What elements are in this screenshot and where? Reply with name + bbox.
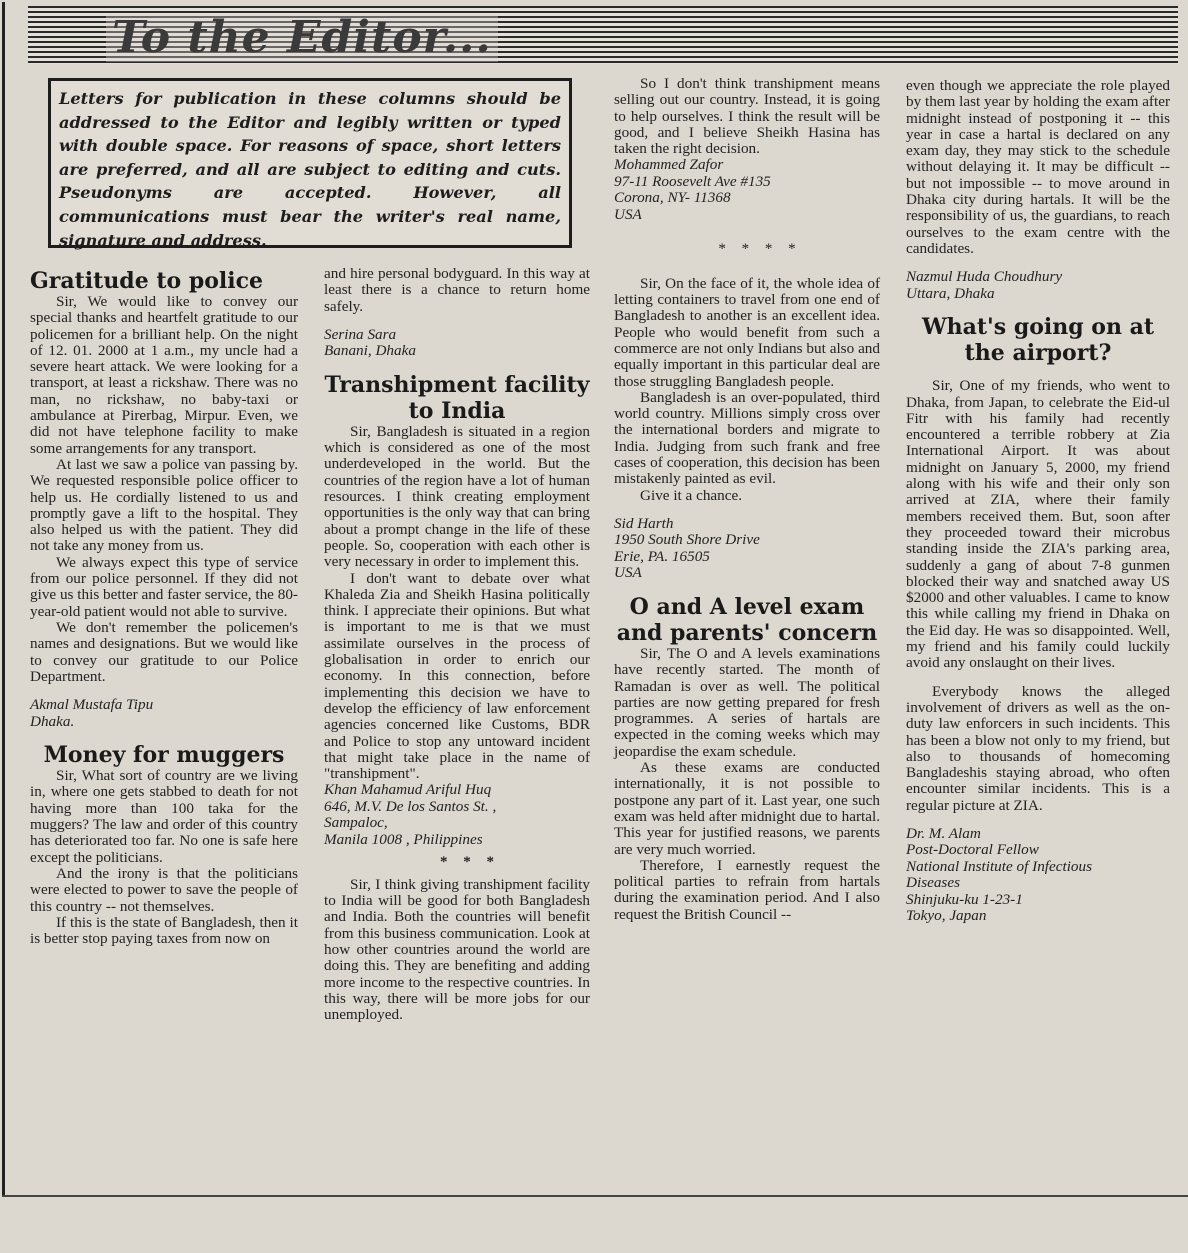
paragraph: Sir, What sort of country are we living in, where one gets stabbed to death for not having more than 100 taka for the muggers? The law and order of this country has deteriorated too far. No one is safe here except the politicians. [30,767,298,866]
signature-line: Akmal Mustafa Tipu [30,696,154,714]
paragraph: Sir, I think giving transhipment facility to India will be good for both Bangladesh and India. Both the countries will benefit from this business communication. Look at how other countries around the world are doing this. They are benefiting and adding more income to the respective countries. In this way, there will be more jobs for our unemployed. [324,875,590,1024]
signature-line: Sampaloc, [324,814,388,832]
paragraph: Sir, We would like to convey our special thanks and heartfelt gratitude to our policemen for a brilliant help. On the night of 12. 01. 2000 at 1 a.m., my uncle had a severe heart attack. We were looking for a transport, at least a rickshaw. There was no man, no rickshaw, no baby-taxi or ambulance at Pirerbag, Mirpur. Even, we did not have telephone facility to make some arrangements for any transport. [30,293,298,457]
signature-line: Dhaka. [30,712,75,730]
headline-muggers: Money for muggers [43,742,285,769]
headline-transhipment: Transhipment facility to India [324,371,590,424]
signature-line: Post-Doctoral Fellow [906,841,1039,859]
paragraph: We don't remember the policemen's names and designations. But we would like to convey our gratitude to our Police Department. [30,618,298,685]
signature-line: Nazmul Huda Choudhury [906,268,1063,286]
paragraph: Therefore, I earnestly request the political parties to refrain from hartals during the examination period. And I also request the British Council -- [614,856,880,923]
signature-line: USA [614,205,642,223]
signature-line: Serina Sara [324,325,397,343]
paragraph: Bangladesh is an over-populated, third world country. Millions simply cross over the international borders and migrate to India. Judging from such frank and free cases of cooperation, this decision has been mistakenly painted as evil. [614,388,880,488]
paragraph: Everybody knows the alleged involvement of drivers as well as the on-duty law enforcers in such incidents. This has been a blow not only to my friend, but also to thousands of homecoming Bangladeshis staying abroad, who often encounter similar incidents. This is a regular picture at ZIA. [906,682,1170,814]
paragraph: I don't want to debate over what Khaleda Zia and Sheikh Hasina politically think. I appreciate their opinions. But what is important to me is that we must assimilate ourselves in the process of globalisation in order to enrich our economy. In this connection, before implementing this decision we have to develop the efficiency of law enforcement agencies concerned like Customs, BDR and Police to stop any untoward incident that might take place in the name of "transhipment". [324,569,590,783]
signature-exam [906,269,1170,302]
separator-stars: * * * [440,854,500,871]
paragraph: Sir, The O and A levels examinations have recently started. The month of Ramadan is over as well. The political parties are now getting prepared for fresh programmes. A series of hartals are expected in the coming weeks which may jeopardise the exam schedule. [614,644,880,760]
signature-line: Shinjuku-ku 1-23-1 [906,890,1023,908]
signature-line: USA [614,564,642,582]
column-2 [324,266,590,1023]
headline-exam: O and A level exam and parents' concern [616,593,878,646]
signature-line: Uttara, Dhaka [906,284,995,302]
signature-transhipment [324,782,590,848]
headline-airport: What's going on at the airport? [921,314,1155,367]
paragraph: As these exams are conducted internationally, it is not possible to postpone any part of it. Last year, one such exam was held after midnight due to hartal. This year for justified reasons, we parents are very much worried. [614,759,880,858]
paragraph: Give it a chance. [640,486,743,504]
signature-line: Khan Mahamud Ariful Huq [324,781,492,799]
signature-line: Mohammed Zafor [614,156,724,174]
signature-line: Tokyo, Japan [906,907,987,925]
signature-line: National Institute of Infectious [906,857,1093,875]
signature-line: 646, M.V. De los Santos St. , [324,797,497,815]
separator-stars: * * * * [718,241,802,258]
signature-gratitude [30,697,298,730]
paragraph: And the irony is that the politicians were elected to power to save the people of this country -- not themselves. [30,864,298,915]
paragraph: even though we appreciate the role played by them last year by holding the exam after midnight instead of postponing it -- this year in case a hartal is declared on any exam day, they may stick to the schedule without delaying it. It may be difficult -- but not impossible -- to move around in Dhaka city during hartals. It will be the responsibility of us, the guardians, to reach ourselves to the exam centre with the candidates. [906,77,1171,257]
section-title: To the Editor... [106,14,498,62]
paragraph: We always expect this type of service from our police personnel. If they did not give us this better and faster service, the 80-year-old patient would not able to survive. [30,553,298,620]
signature-line: 97-11 Roosevelt Ave #135 [614,172,771,190]
page-border-bottom [2,1195,1188,1197]
paragraph: At last we saw a police van passing by. We requested responsible police officer to help us. He cordially listened to us and promptly gave a lift to the hospital. They also helped us with the patient. They did not take any money from us. [30,455,298,555]
headline-gratitude: Gratitude to police [30,268,264,294]
section-masthead [28,6,1178,64]
paragraph: Sir, One of my friends, who went to Dhaka, from Japan, to celebrate the Eid-ul Fitr with his family had recently encountered a terrible robbery at Zia International Airport. It was about midnight on January 5, 2000, my friend along with his wife and their only son arrived at ZIA, where their family members received them. But, soon after they proceeded toward their microbus standing inside the ZIA's parking area, suddenly a gang of about 7-8 gunmen blocked their way and snatched away US $2000 and other valuables. I came to know this while calling my friend in Dhaka on the Eid day. He was so disappointed. Well, my friend and his family could luckily avoid any onslaught on their lives. [906,377,1170,672]
signature-muggers [324,327,590,360]
submission-notice: Letters for publication in these columns should be addressed to the Editor and legibly written or typed with double space. For reasons of space, short letters are preferred, and all are subject to editing and cuts. Pseudonyms are accepted. However, all communications must bear the writer's real name, signature and address. [48,78,572,248]
signature-line: Sid Harth [614,514,674,532]
signature-line: Banani, Dhaka [324,342,416,360]
signature-line: Manila 1008 , Philippines [324,830,483,848]
signature-line: Dr. M. Alam [906,824,981,842]
signature-line: Diseases [906,874,960,892]
signature-line: Corona, NY- 11368 [614,189,731,207]
page-border-left [2,2,5,1197]
paragraph: Sir, Bangladesh is situated in a region which is considered as one of the most underdeveloped in the world. But the countries of the region have a lot of human resources. I think creating employment opportunities is the only way that can bring about a prompt change in the life of these people. So, cooperation with each other is very necessary in order to implement this. [324,422,590,571]
signature-line: Erie, PA. 16505 [614,547,710,565]
signature-airport [906,826,1170,925]
paragraph: Sir, On the face of it, the whole idea of letting containers to travel from one end of Bangladesh to another is an excellent idea. People who would benefit from such a commerce are not only Indians but also and equally important in this particular deal are those struggling Bangladesh people. [614,274,880,390]
paragraph: If this is the state of Bangladesh, then it is better stop paying taxes from now on [30,913,298,948]
signature-line: 1950 South Shore Drive [614,531,760,549]
signature-transhipment-3 [614,516,880,582]
column-1 [30,268,298,947]
paragraph: So I don't think transhipment means selling out our country. Instead, it is going to help ourselves. I think the result will be good, and I believe Sheikh Hasina has taken the right decision. [614,75,880,158]
column-4 [906,78,1170,925]
signature-transhipment-2 [614,157,880,223]
paragraph: and hire personal bodyguard. In this way at least there is a chance to return home safely. [324,265,590,315]
column-3 [614,76,880,923]
